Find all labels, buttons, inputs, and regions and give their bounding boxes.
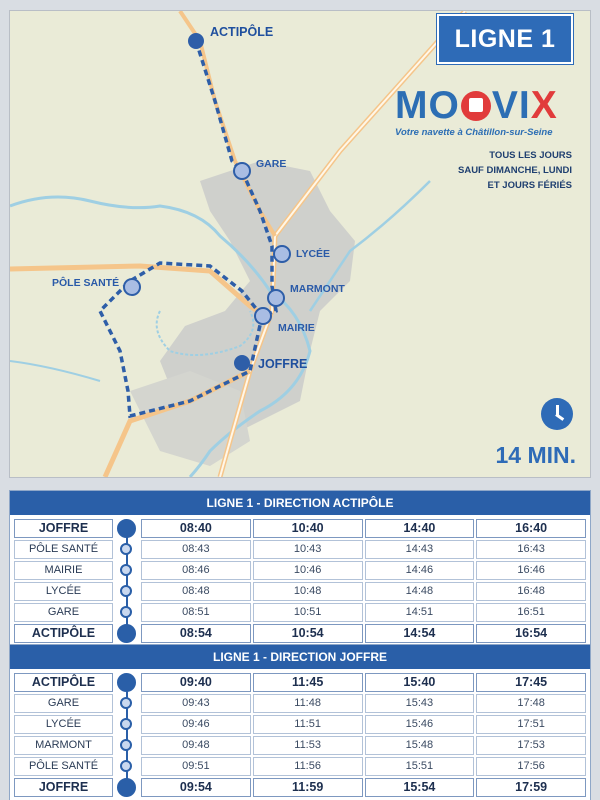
departure-time: 11:45 (253, 673, 363, 692)
departure-time: 08:43 (141, 540, 251, 559)
brand-name-part1: MO (395, 84, 460, 127)
timetable-direction-joffre (9, 644, 591, 800)
departure-time: 17:48 (476, 694, 586, 713)
stop-name: ACTIPÔLE (14, 673, 113, 692)
departure-time: 16:48 (476, 582, 586, 601)
departure-time: 11:53 (253, 736, 363, 755)
stop-actipole-marker (188, 33, 204, 49)
stop-name: JOFFRE (14, 778, 113, 797)
stop-joffre-marker (234, 355, 250, 371)
stop-node-icon (113, 624, 139, 643)
stop-marmont-marker (268, 290, 284, 306)
stop-marmont-label: MARMONT (290, 283, 345, 295)
departure-time: 09:40 (141, 673, 251, 692)
timetable-row (14, 602, 586, 622)
departure-time: 15:40 (365, 673, 475, 692)
timetable-row (14, 777, 586, 797)
trip-duration: 14 MIN. (495, 442, 576, 468)
line-badge: LIGNE 1 (437, 14, 573, 64)
timetable-direction-actipole (9, 490, 591, 647)
timetable-row (14, 672, 586, 692)
stop-lycee-marker (274, 246, 290, 262)
stop-name: GARE (14, 694, 113, 713)
departure-time: 08:40 (141, 519, 251, 538)
stop-dot (117, 519, 136, 538)
stop-dot (120, 606, 132, 618)
departure-time: 10:48 (253, 582, 363, 601)
stop-dot (117, 778, 136, 797)
departure-time: 15:54 (365, 778, 475, 797)
departure-time: 17:53 (476, 736, 586, 755)
timetable-body (10, 515, 590, 646)
departure-time: 08:46 (141, 561, 251, 580)
stop-dot (120, 739, 132, 751)
departure-time: 10:46 (253, 561, 363, 580)
timetable-row (14, 693, 586, 713)
stop-dot (117, 673, 136, 692)
timetable-row (14, 714, 586, 734)
departure-time: 15:48 (365, 736, 475, 755)
stop-name: MAIRIE (14, 561, 113, 580)
departure-time: 17:59 (476, 778, 586, 797)
bus-icon (461, 91, 491, 121)
departure-time: 17:45 (476, 673, 586, 692)
departure-time: 09:46 (141, 715, 251, 734)
departure-time: 09:54 (141, 778, 251, 797)
stop-name: MARMONT (14, 736, 113, 755)
service-days-line: TOUS LES JOURS (489, 150, 572, 161)
departure-time: 08:51 (141, 603, 251, 622)
stop-dot (117, 624, 136, 643)
departure-time: 09:43 (141, 694, 251, 713)
departure-time: 16:43 (476, 540, 586, 559)
stop-joffre-label: JOFFRE (258, 357, 308, 371)
stop-name: LYCÉE (14, 582, 113, 601)
departure-time: 14:43 (365, 540, 475, 559)
departure-time: 14:48 (365, 582, 475, 601)
stop-node-icon (113, 694, 139, 713)
departure-time: 10:54 (253, 624, 363, 643)
departure-time: 14:54 (365, 624, 475, 643)
timetable-title: LIGNE 1 - DIRECTION ACTIPÔLE (10, 491, 590, 515)
timetable-body (10, 669, 590, 800)
departure-time: 17:51 (476, 715, 586, 734)
stop-node-icon (113, 778, 139, 797)
timetable-row (14, 560, 586, 580)
departure-time: 17:56 (476, 757, 586, 776)
stop-dot (120, 564, 132, 576)
stop-dot (120, 697, 132, 709)
departure-time: 14:46 (365, 561, 475, 580)
departure-time: 16:46 (476, 561, 586, 580)
brand-logo (395, 86, 575, 138)
departure-time: 16:51 (476, 603, 586, 622)
timetable-row (14, 623, 586, 643)
timetable-row (14, 756, 586, 776)
clock-icon (541, 398, 573, 430)
brand-name (395, 86, 575, 125)
stop-name: ACTIPÔLE (14, 624, 113, 643)
departure-time: 10:43 (253, 540, 363, 559)
stop-name: PÔLE SANTÉ (14, 540, 113, 559)
service-days-line: SAUF DIMANCHE, LUNDI (458, 165, 572, 176)
departure-time: 11:51 (253, 715, 363, 734)
stop-mairie-label: MAIRIE (278, 322, 315, 334)
stop-actipole-label: ACTIPÔLE (210, 25, 274, 39)
service-days (420, 148, 572, 193)
stop-node-icon (113, 603, 139, 622)
departure-time: 16:40 (476, 519, 586, 538)
departure-time: 14:40 (365, 519, 475, 538)
stop-node-icon (113, 519, 139, 538)
stop-dot (120, 718, 132, 730)
stop-node-icon (113, 673, 139, 692)
stop-gare-marker (234, 163, 250, 179)
departure-time: 08:54 (141, 624, 251, 643)
departure-time: 14:51 (365, 603, 475, 622)
brand-name-part2: VI (491, 84, 531, 127)
stop-node-icon (113, 736, 139, 755)
departure-time: 10:40 (253, 519, 363, 538)
departure-time: 16:54 (476, 624, 586, 643)
stop-node-icon (113, 582, 139, 601)
departure-time: 09:48 (141, 736, 251, 755)
stop-node-icon (113, 757, 139, 776)
stop-name: GARE (14, 603, 113, 622)
stop-name: JOFFRE (14, 519, 113, 538)
timetable-row (14, 735, 586, 755)
departure-time: 15:51 (365, 757, 475, 776)
departure-time: 11:48 (253, 694, 363, 713)
stop-dot (120, 543, 132, 555)
departure-time: 09:51 (141, 757, 251, 776)
stop-gare-label: GARE (256, 158, 287, 170)
stop-node-icon (113, 715, 139, 734)
departure-time: 11:59 (253, 778, 363, 797)
timetable-title: LIGNE 1 - DIRECTION JOFFRE (10, 645, 590, 669)
stop-name: PÔLE SANTÉ (14, 757, 113, 776)
stop-dot (120, 585, 132, 597)
stop-pole-sante-marker (124, 279, 140, 295)
brand-tagline: Votre navette à Châtillon-sur-Seine (395, 127, 553, 138)
departure-time: 15:46 (365, 715, 475, 734)
departure-time: 10:51 (253, 603, 363, 622)
timetable-row (14, 518, 586, 538)
stop-node-icon (113, 561, 139, 580)
stop-dot (120, 760, 132, 772)
stop-pole-sante-label: PÔLE SANTÉ (52, 277, 120, 289)
departure-time: 08:48 (141, 582, 251, 601)
stop-name: LYCÉE (14, 715, 113, 734)
service-days-line: ET JOURS FÉRIÉS (487, 180, 572, 191)
departure-time: 11:56 (253, 757, 363, 776)
timetable-row (14, 581, 586, 601)
stop-lycee-label: LYCÉE (296, 248, 331, 260)
stop-node-icon (113, 540, 139, 559)
route-map (9, 10, 591, 478)
brand-name-part3: X (530, 84, 558, 127)
stop-mairie-marker (255, 308, 271, 324)
timetable-row (14, 539, 586, 559)
departure-time: 15:43 (365, 694, 475, 713)
